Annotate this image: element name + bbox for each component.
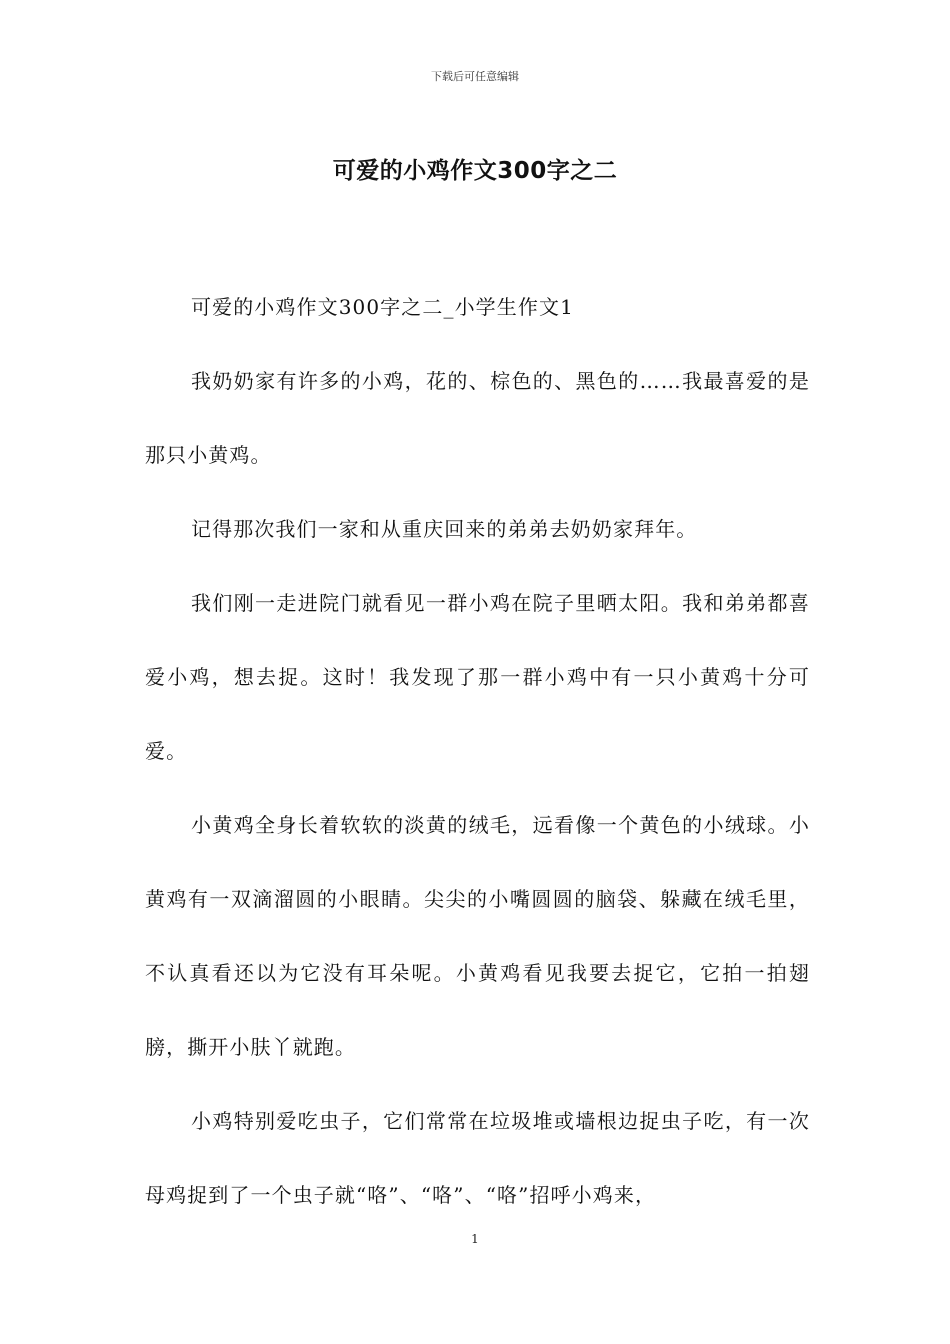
header-note: 下载后可任意编辑	[431, 70, 519, 83]
document-body	[145, 270, 810, 1232]
paragraph-subtitle: 可爱的小鸡作文300字之二_小学生作文1	[191, 295, 574, 319]
page-number: 1	[471, 1232, 479, 1246]
paragraph: 我们刚一走进院门就看见一群小鸡在院子里晒太阳。我和弟弟都喜爱小鸡，想去捉。这时！我发现了那一群小鸡中有一只小黄鸡十分可爱。	[145, 591, 810, 763]
document-title: 可爱的小鸡作文300字之二	[332, 158, 618, 184]
paragraph: 小黄鸡全身长着软软的淡黄的绒毛，远看像一个黄色的小绒球。小黄鸡有一双滴溜圆的小眼睛。尖尖的小嘴圆圆的脑袋、躲藏在绒毛里，不认真看还以为它没有耳朵呢。小黄鸡看见我要去捉它，它拍一拍翅膀，撕开小肤丫就跑。	[145, 813, 810, 1059]
paragraph: 小鸡特别爱吃虫子，它们常常在垃圾堆或墙根边捉虫子吃，有一次母鸡捉到了一个虫子就“咯”、“咯”、“咯”招呼小鸡来，	[145, 1109, 810, 1207]
paragraph: 我奶奶家有许多的小鸡，花的、棕色的、黑色的……我最喜爱的是那只小黄鸡。	[145, 369, 810, 467]
paragraph: 记得那次我们一家和从重庆回来的弟弟去奶奶家拜年。	[191, 517, 698, 541]
